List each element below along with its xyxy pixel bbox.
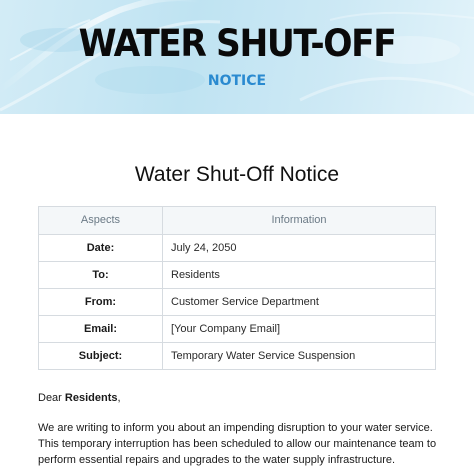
letter-body-paragraph: We are writing to inform you about an impending disruption to your water service. This temporary interruption has been scheduled to allow our maintenance team to perform essential repairs and upgrades to the water supply infrastructure.	[38, 422, 437, 466]
table-row	[39, 262, 436, 289]
table-row	[39, 316, 436, 343]
banner-title: WATER SHUT-OFF	[78, 22, 396, 65]
row-label-from: From:	[39, 289, 163, 316]
table-header-row	[39, 207, 436, 235]
greeting-prefix: Dear	[38, 392, 65, 404]
row-value-from: Customer Service Department	[163, 289, 436, 316]
column-header-aspects: Aspects	[39, 207, 163, 235]
greeting-recipient: Residents	[64, 392, 118, 404]
row-value-subject: Temporary Water Service Suspension	[163, 343, 436, 370]
header-banner	[0, 0, 474, 114]
column-header-information: Information	[163, 207, 436, 235]
table-row	[39, 235, 436, 262]
row-label-to: To:	[39, 262, 163, 289]
row-value-to: Residents	[163, 262, 436, 289]
table-row	[39, 289, 436, 316]
greeting-suffix: ,	[117, 392, 121, 404]
notice-details-table	[38, 206, 436, 370]
row-label-subject: Subject:	[39, 343, 163, 370]
row-label-date: Date:	[39, 235, 163, 262]
banner-subtitle: NOTICE	[207, 73, 267, 89]
letter-greeting	[38, 392, 121, 404]
row-value-email: [Your Company Email]	[163, 316, 436, 343]
table-row	[39, 343, 436, 370]
document-title: Water Shut-Off Notice	[134, 163, 340, 186]
row-value-date: July 24, 2050	[163, 235, 436, 262]
row-label-email: Email:	[39, 316, 163, 343]
